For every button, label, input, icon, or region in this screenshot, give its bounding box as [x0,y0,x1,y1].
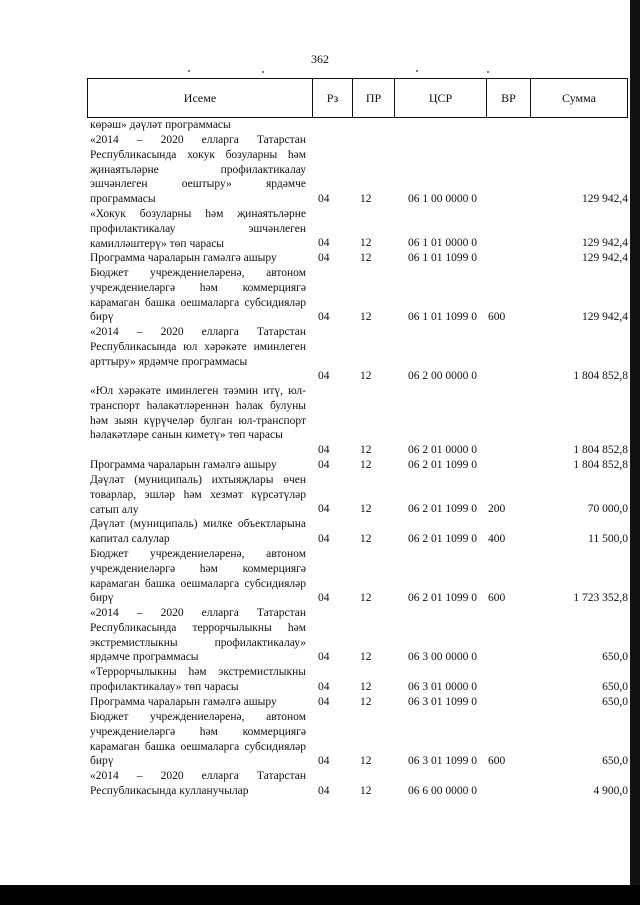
row-pr: 12 [360,311,372,324]
row-pr: 12 [360,681,372,694]
row-vr: 600 [488,311,506,324]
row-rz: 04 [318,459,330,472]
row-pr: 12 [360,459,372,472]
row-rz: 04 [318,785,330,798]
row-name: «Юл хәрәкәте иминлеген тәэмин итү, юл-транспорт һәлакәтләреннән һәлак булуны һәм зыян күрүчеләр булган юл-транспорт һәлакәтләре санын киметү» төп чарасы [90,385,306,442]
row-pr: 12 [360,755,372,768]
row-sum: 1 804 852,8 [573,370,628,383]
row-csr: 06 3 01 0000 0 [408,681,477,694]
row-name: «Хокук бозуларны һәм җинаятьләрне профилактикалау эшчәнлеген камилләштерү» төп чарасы [90,208,306,250]
row-csr: 06 1 00 0000 0 [408,193,477,206]
table-row [90,325,628,384]
row-name: Программа чараларын гамәлгә ашыру [90,459,277,471]
row-sum: 70 000,0 [587,503,628,516]
row-rz: 04 [318,592,330,605]
row-vr: 200 [488,503,506,516]
row-rz: 04 [318,252,330,265]
table-row [90,769,628,799]
row-sum: 1 723 352,8 [573,592,628,605]
row-vr: 400 [488,533,506,546]
row-sum: 1 804 852,8 [573,444,628,457]
row-name: «2014 – 2020 елларга Татарстан Республикасында кулланучылар [90,770,306,797]
row-rz: 04 [318,503,330,516]
row-sum: 650,0 [602,755,628,768]
row-rz: 04 [318,444,330,457]
row-name: Программа чараларын гамәлгә ашыру [90,696,277,708]
table-row [90,665,628,695]
row-name: Дәүләт (муниципаль) милке объектларына капитал салулар [90,518,306,545]
row-name: «2014 – 2020 елларга Татарстан Республикасында террорчылыкны һәм экстремистлыкны профилактикалау» ярдәмче программасы [90,607,306,664]
row-rz: 04 [318,755,330,768]
row-rz: 04 [318,237,330,250]
row-csr: 06 1 01 0000 0 [408,237,477,250]
row-sum: 11 500,0 [588,533,628,546]
row-csr: 06 2 00 0000 0 [408,370,477,383]
row-name: «2014 – 2020 елларга Татарстан Республикасында юл хәрәкәте иминлеген арттыру» ярдәмче программасы [90,326,306,368]
row-sum: 650,0 [602,696,628,709]
table-row [90,458,628,473]
header-pr: ПР [352,79,394,117]
page-number: 362 [311,52,329,66]
row-rz: 04 [318,681,330,694]
header-sum: Сумма [530,79,627,117]
row-csr: 06 1 01 1099 0 [408,252,477,265]
table-row [90,251,628,266]
row-pr: 12 [360,237,372,250]
row-rz: 04 [318,696,330,709]
row-sum: 129 942,4 [582,252,628,265]
row-pr: 12 [360,592,372,605]
table-row [90,547,628,606]
row-name: «2014 – 2020 елларга Татарстан Республикасында хокук бозуларны һәм җинаятьләрне профилактикалау эшчәнлеген оештыру» ярдәмче программасы [90,134,306,206]
row-sum: 650,0 [602,651,628,664]
table-row [90,606,628,665]
continuation-text: көрәш» дәүләт программасы [90,119,231,131]
row-csr: 06 2 01 1099 0 [408,459,477,472]
row-pr: 12 [360,785,372,798]
table-row [90,517,628,547]
row-name: «Террорчылыкны һәм экстремистлыкны профилактикалау» төп чарасы [90,666,306,693]
row-pr: 12 [360,444,372,457]
table-header [87,78,628,118]
row-rz: 04 [318,651,330,664]
row-vr: 600 [488,592,506,605]
row-sum: 4 900,0 [593,785,628,798]
table-row [90,266,628,325]
table-row [90,384,628,458]
scan-speck [416,70,418,72]
row-rz: 04 [318,370,330,383]
row-csr: 06 3 01 1099 0 [408,755,477,768]
row-pr: 12 [360,533,372,546]
scan-speck [262,71,264,73]
row-pr: 12 [360,696,372,709]
row-sum: 1 804 852,8 [573,459,628,472]
row-sum: 129 942,4 [582,237,628,250]
row-sum: 129 942,4 [582,311,628,324]
row-csr: 06 2 01 0000 0 [408,444,477,457]
scan-speck [487,71,489,73]
row-name: Бюджет учреждениеләренә, автоном учреждениеләргә һәм коммерциягә карамаган башка оешмаларга субсидияләр бирү [90,267,306,324]
table-row [90,207,628,251]
header-vr: ВР [486,79,530,117]
row-pr: 12 [360,503,372,516]
row-csr: 06 2 01 1099 0 [408,592,477,605]
row-pr: 12 [360,252,372,265]
row-pr: 12 [360,193,372,206]
header-name: Исеме [183,91,217,105]
table-row [90,710,628,769]
scan-speck [188,70,190,72]
table-row [90,695,628,710]
row-csr: 06 2 01 1099 0 [408,503,477,516]
row-vr: 600 [488,755,506,768]
row-name: Бюджет учреждениеләренә, автоном учреждениеләргә һәм коммерциягә карамаган башка оешмаларга субсидияләр бирү [90,548,306,605]
row-csr: 06 6 00 0000 0 [408,785,477,798]
row-rz: 04 [318,533,330,546]
row-rz: 04 [318,193,330,206]
table-row [90,473,628,517]
row-pr: 12 [360,651,372,664]
row-rz: 04 [318,311,330,324]
scan-bottom-edge [0,885,640,905]
row-name: Дәүләт (муниципаль) ихтыяҗлары өчен товарлар, эшләр һәм хезмәт күрсәтүләр сатып алу [90,474,306,516]
row-name: Бюджет учреждениеләренә, автоном учреждениеләргә һәм коммерциягә карамаган башка оешмаларга субсидияләр бирү [90,711,306,768]
table-row [90,133,628,207]
header-csr: ЦСР [394,79,486,117]
row-csr: 06 3 00 0000 0 [408,651,477,664]
row-name: Программа чараларын гамәлгә ашыру [90,252,277,264]
row-sum: 129 942,4 [582,193,628,206]
row-pr: 12 [360,370,372,383]
header-rz: Рз [312,79,352,117]
row-csr: 06 3 01 1099 0 [408,696,477,709]
row-csr: 06 2 01 1099 0 [408,533,477,546]
scan-edge [630,0,640,905]
row-csr: 06 1 01 1099 0 [408,311,477,324]
row-sum: 650,0 [602,681,628,694]
